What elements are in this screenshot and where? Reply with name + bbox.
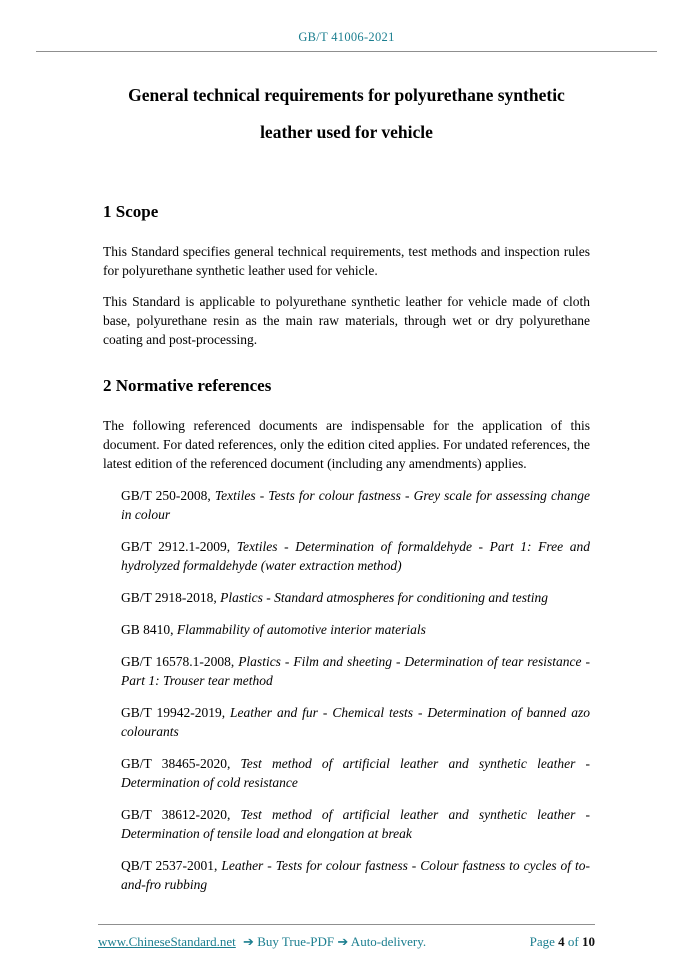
- reference-title: Test method of artificial leather and synthetic leather - Determination of tensile load and elongation at break: [121, 807, 591, 841]
- section-heading-normative: 2 Normative references: [103, 376, 272, 395]
- reference-title: Flammability of automotive interior materials: [176, 622, 426, 637]
- page-indicator: [530, 934, 595, 950]
- doc-number: GB/T 41006-2021: [298, 30, 395, 44]
- footer-tagline-text: ➔ Buy True-PDF ➔ Auto-delivery.: [243, 934, 427, 949]
- reference-item: [103, 588, 590, 607]
- footer-tagline: [98, 934, 426, 950]
- reference-item: [103, 652, 590, 690]
- reference-code: GB/T 19942-2019,: [121, 705, 226, 720]
- reference-code: QB/T 2537-2001,: [121, 858, 218, 873]
- normative-intro: The following referenced documents are indispensable for the application of this document. For dated references, only the edition cited applies. For undated references, the latest edition of the referenced document (including any amendments) applies.: [103, 418, 590, 471]
- page-content: [0, 84, 693, 894]
- reference-title: Leather - Tests for colour fastness - Colour fastness to cycles of to-and-fro rubbing: [121, 858, 591, 892]
- title-line-1: General technical requirements for polyurethane synthetic: [128, 85, 565, 105]
- reference-code: GB/T 38465-2020,: [121, 756, 231, 771]
- footer-site-link[interactable]: www.ChineseStandard.net: [98, 934, 236, 949]
- reference-title: Test method of artificial leather and synthetic leather - Determination of cold resistance: [121, 756, 591, 790]
- header-divider: [36, 51, 657, 52]
- page-header: [0, 0, 693, 52]
- reference-code: GB/T 250-2008,: [121, 488, 211, 503]
- references-list: [103, 486, 590, 894]
- reference-item: [103, 805, 590, 843]
- document-title: [103, 84, 590, 143]
- reference-item: [103, 537, 590, 575]
- reference-code: GB/T 2912.1-2009,: [121, 539, 231, 554]
- reference-title: Textiles - Determination of formaldehyde - Part 1: Free and hydrolyzed formaldehyde (water extraction method): [121, 539, 590, 573]
- reference-title: Plastics - Film and sheeting - Determination of tear resistance - Part 1: Trouser tear method: [121, 654, 590, 688]
- footer-divider: [98, 924, 595, 925]
- of-label: of: [567, 934, 579, 949]
- section-heading-scope: 1 Scope: [103, 202, 159, 221]
- reference-code: GB 8410,: [121, 622, 174, 637]
- page-current: 4: [558, 934, 565, 949]
- reference-title: Textiles - Tests for colour fastness - Grey scale for assessing change in colour: [121, 488, 590, 522]
- title-line-2: leather used for vehicle: [260, 122, 433, 142]
- page-footer: [0, 924, 693, 980]
- scope-paragraph-2: This Standard is applicable to polyurethane synthetic leather for vehicle made of cloth base, polyurethane resin as the main raw materials, through wet or dry polyurethane coating and post-processing.: [103, 294, 590, 347]
- reference-item: [103, 856, 590, 894]
- reference-code: GB/T 2918-2018,: [121, 590, 217, 605]
- page-label: Page: [529, 934, 555, 949]
- scope-paragraph-1: This Standard specifies general technical requirements, test methods and inspection rules for polyurethane synthetic leather used for vehicle.: [103, 244, 590, 278]
- reference-code: GB/T 38612-2020,: [121, 807, 231, 822]
- reference-item: [103, 754, 590, 792]
- reference-title: Leather and fur - Chemical tests - Determination of banned azo colourants: [121, 705, 590, 739]
- reference-title: Plastics - Standard atmospheres for conditioning and testing: [220, 590, 549, 605]
- reference-item: [103, 620, 590, 639]
- footer-row: [98, 934, 595, 950]
- reference-item: [103, 486, 590, 524]
- page-total: 10: [582, 934, 595, 949]
- reference-item: [103, 703, 590, 741]
- reference-code: GB/T 16578.1-2008,: [121, 654, 235, 669]
